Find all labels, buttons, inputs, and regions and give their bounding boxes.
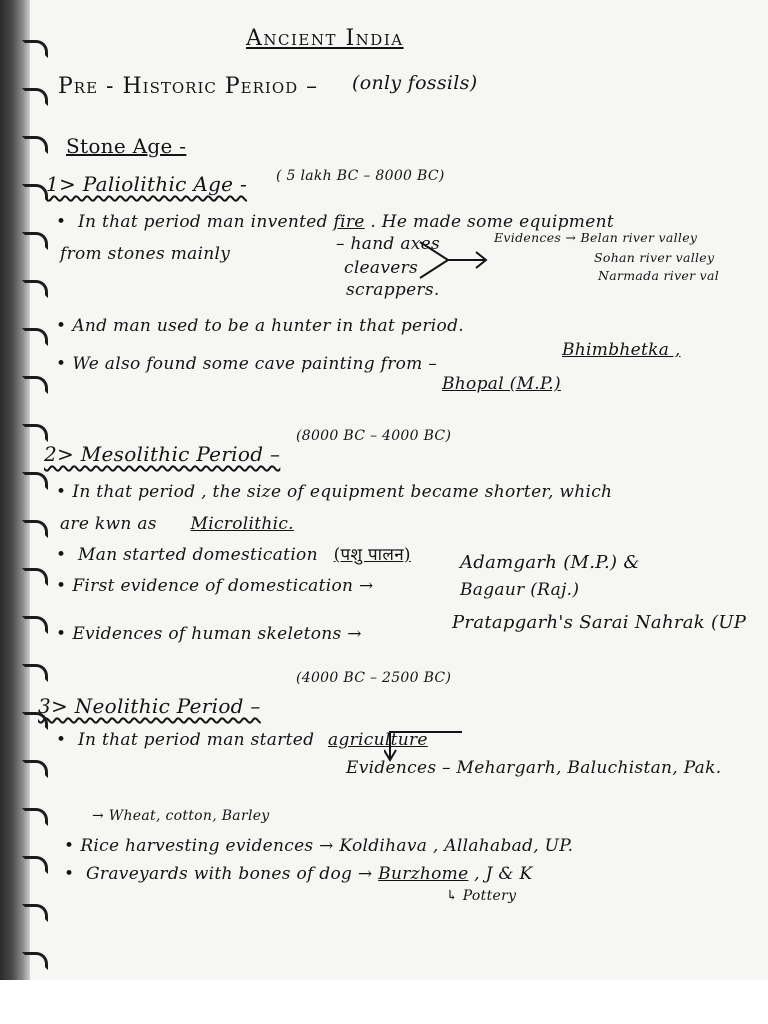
period-heading: Pre - Historic Period – (58, 74, 319, 99)
paleo-line-1: • In that period man invented fire . He made some equipment (56, 212, 614, 232)
spiral-ring (22, 520, 48, 538)
paleolithic-range: ( 5 lakh BC – 8000 BC) (276, 168, 445, 184)
spiral-ring (22, 88, 48, 106)
fire-word: fire (333, 212, 365, 232)
meso-line-3: • Man started domestication (पशु पालन) (56, 542, 411, 565)
spiral-ring (22, 808, 48, 826)
neolithic-heading: 3> Neolithic Period – (38, 694, 261, 718)
spiral-ring (22, 184, 48, 202)
rice-line: • Rice harvesting evidences → Koldihava , Allahabad, UP. (64, 836, 573, 856)
neo-line-1: • In that period man started agriculture (56, 730, 428, 750)
meso-line-5: • Evidences of human skeletons → (56, 624, 362, 644)
paleo-line-4: • We also found some cave painting from – (56, 354, 437, 374)
meso-line-1: • In that period , the size of equipment became shorter, which (56, 482, 612, 502)
spiral-ring (22, 136, 48, 154)
mesolithic-heading: 2> Mesolithic Period – (44, 442, 281, 466)
stone-age-heading: Stone Age - (66, 134, 187, 158)
paleo-line-3: • And man used to be a hunter in that period. (56, 316, 464, 336)
sohan-valley: Sohan river valley (594, 250, 715, 265)
crops: → Wheat, cotton, Barley (92, 808, 270, 824)
tool-hand-axes: – hand axes (336, 234, 441, 254)
spiral-ring (22, 328, 48, 346)
bagaur: Bagaur (Raj.) (460, 580, 580, 600)
grave-line: • Graveyards with bones of dog → Burzhome , J & K (64, 864, 533, 884)
spiral-ring (22, 616, 48, 634)
page-bottom-margin (0, 980, 768, 1024)
period-note: (only fossils) (352, 72, 478, 94)
spiral-ring (22, 424, 48, 442)
tool-cleavers: cleavers (344, 258, 419, 278)
pottery: ↳ Pottery (446, 888, 517, 904)
hindi-note: (पशु पालन) (333, 545, 411, 565)
meso-line-2: are kwn as Microlithic. (60, 514, 294, 534)
neo-evidence: Evidences – Mehargarh, Baluchistan, Pak. (346, 758, 722, 778)
spiral-ring (22, 856, 48, 874)
spiral-ring (22, 232, 48, 250)
narmada-valley: Narmada river val (598, 268, 720, 283)
bhopal: Bhopal (M.P.) (442, 374, 561, 394)
spiral-ring (22, 568, 48, 586)
paleo-line-2: from stones mainly (60, 244, 231, 264)
spiral-ring (22, 904, 48, 922)
bracket-arrow-icon (418, 238, 490, 282)
paleo-evidence: Evidences → Belan river valley (494, 230, 698, 245)
meso-line-4: • First evidence of domestication → (56, 576, 374, 596)
agriculture-word: agriculture (328, 730, 428, 750)
mesolithic-range: (8000 BC – 4000 BC) (296, 428, 452, 444)
spiral-ring (22, 472, 48, 490)
spiral-ring (22, 760, 48, 778)
spiral-ring (22, 952, 48, 970)
paleolithic-heading: 1> Paliolithic Age - (46, 172, 248, 196)
spiral-ring (22, 376, 48, 394)
adamgarh: Adamgarh (M.P.) & (460, 552, 640, 573)
burzhome: Burzhome (378, 864, 469, 884)
bhimbhetka: Bhimbhetka , (562, 340, 681, 360)
pratapgarh: Pratapgarh's Sarai Nahrak (UP (452, 612, 747, 633)
microlithic-word: Microlithic. (190, 514, 294, 534)
spiral-ring (22, 40, 48, 58)
spiral-ring (22, 664, 48, 682)
tool-scrappers: scrappers. (346, 280, 440, 300)
page-title: Ancient India (246, 26, 404, 51)
neolithic-range: (4000 BC – 2500 BC) (296, 670, 452, 686)
spiral-ring (22, 280, 48, 298)
